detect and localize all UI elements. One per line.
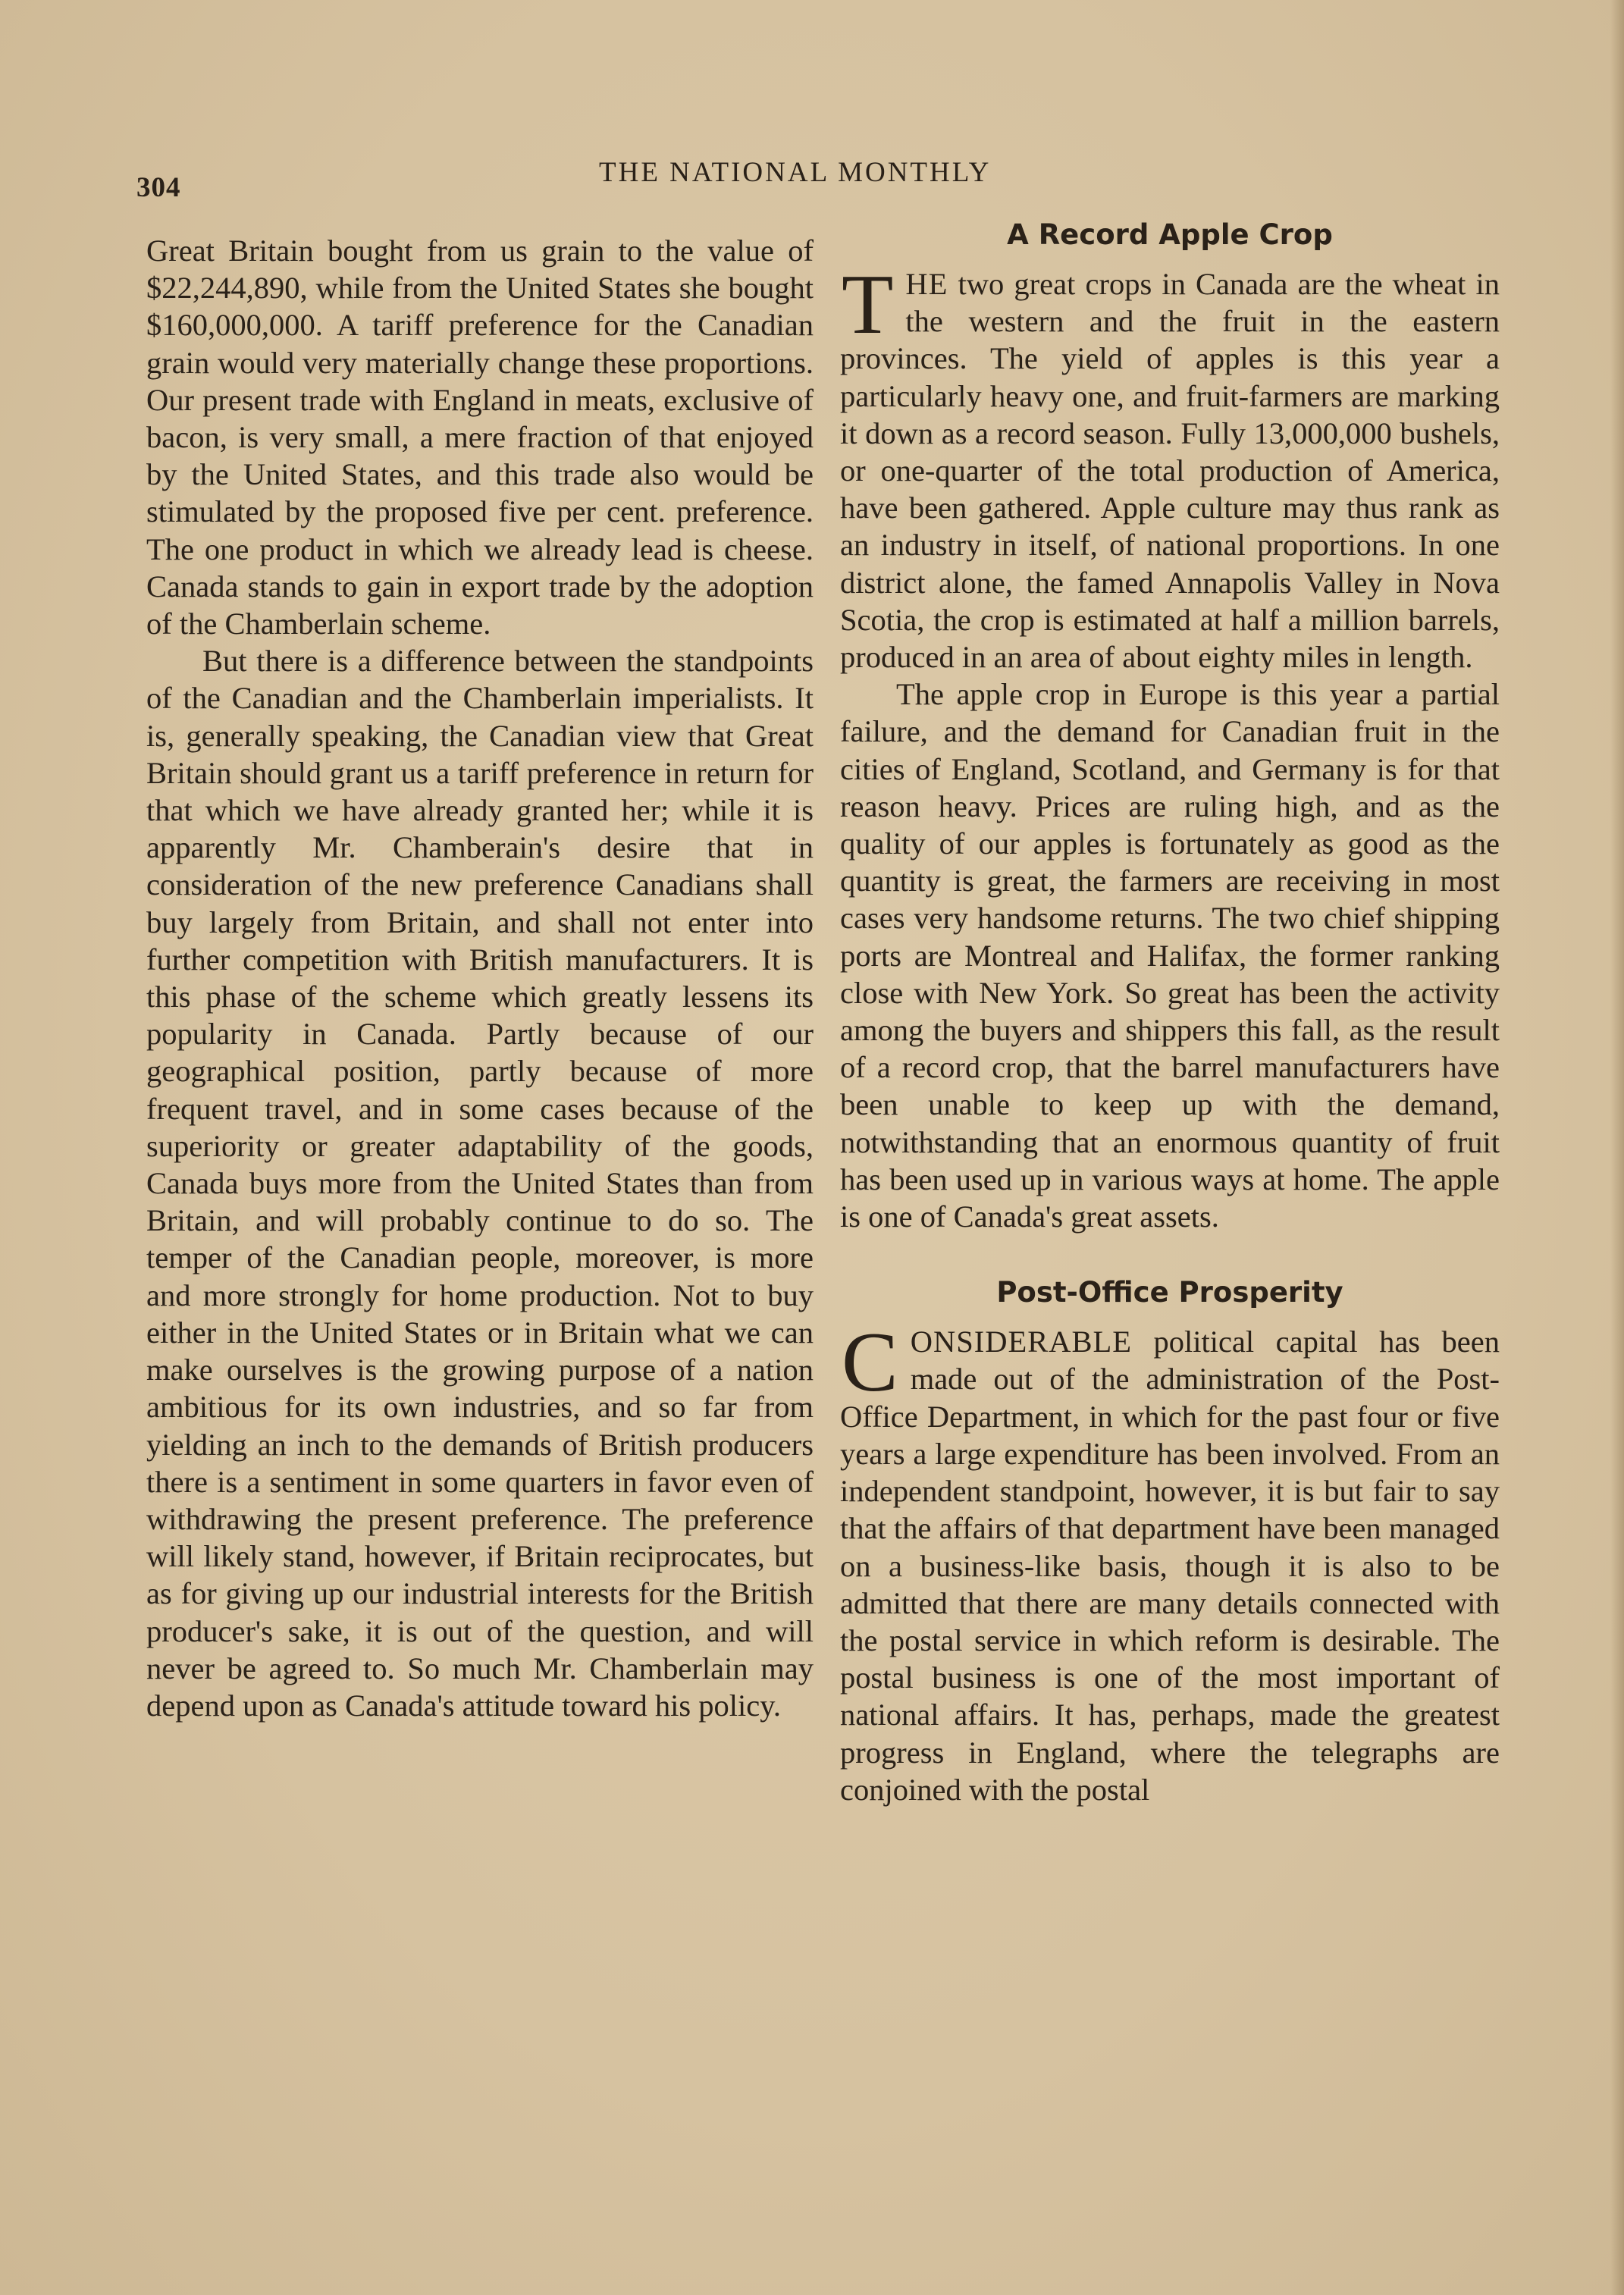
post-office-paragraph-1-text: political capital has been made out of the administration of the Post-Office Department, in which for the past four or five years a large expenditure has been involved. From an independent standpoint, however, it is but fair to say that the affairs of that department have been managed on a business-like basis, though it is also to be admitted that there are many details connected with the postal service in which reform is desirable. The postal business is one of the most important of national affairs. It has, perhaps, made the greatest progress in England, where the telegraphs are conjoined with the postal: [840, 1325, 1500, 1807]
left-paragraph-1: Great Britain bought from us grain to the value of $22,244,890, while from the United States she bought $160,000,000. A tariff preference for the Canadian grain would very materially change these proportions. Our present trade with England in meats, exclusive of bacon, is very small, a mere fraction of that enjoyed by the United States, and this trade also would be stimulated by the proposed five per cent. preference. The one product in which we already lead is cheese. Canada stands to gain in export trade by the adoption of the Chamberlain scheme.: [146, 234, 814, 641]
post-office-paragraph-1: [840, 1315, 1500, 1808]
left-paragraph-2: But there is a difference between the standpoints of the Canadian and the Chamberlain imperialists. It is, generally speaking, the Canadian view that Great Britain should grant us a tariff preference in return for that which we have already granted her; while it is apparently Mr. Chamberain's desire that in consideration of the new preference Canadians shall buy largely from Britain, and shall not enter into further competition with British manufacturers. It is this phase of the scheme which greatly lessens its popularity in Canada. Partly because of our geographical position, partly because of more frequent travel, and in some cases because of the superiority or greater adaptability of the goods, Canada buys more from the United States than from Britain, and will probably continue to do so. The temper of the Canadian people, moreover, is more and more strongly for home production. Not to buy either in the United States or in Britain what we can make ourselves is the growing purpose of a nation ambitious for its own industries, and so far from yielding an inch to the demands of British producers there is a sentiment in some quarters in favor even of withdrawing the present preference. The preference will likely stand, however, if Britain reciprocates, but as for giving up our industrial interests for the British producer's sake, it is out of the question, and will never be agreed to. So much Mr. Chamberlain may depend upon as Canada's attitude toward his policy.: [146, 644, 814, 1723]
lead-caps: ONSIDERABLE: [910, 1325, 1132, 1359]
left-column: [146, 232, 814, 1724]
article-title-apple-crop: A Record Apple Crop: [1007, 218, 1333, 251]
apple-paragraph-2: The apple crop in Europe is this year a partial failure, and the demand for Canadian fruit in the cities of England, Scotland, and Germany is for that reason heavy. Prices are ruling high, and as the quality of our apples is fortunately as good as the quantity is great, the farmers are receiving in most cases very handsome returns. The two chief shipping ports are Montreal and Halifax, the former ranking close with New York. So great has been the activity among the buyers and shippers this fall, as the result of a record crop, that the barrel manufacturers have been unable to keep up with the demand, notwithstanding that an enormous quantity of fruit has been used up in various ways at home. The apple is one of Canada's great assets.: [840, 677, 1500, 1234]
apple-paragraph-1: [840, 258, 1500, 676]
lead-caps: HE: [905, 267, 948, 301]
apple-paragraph-1-text: two great crops in Canada are the wheat in the western and the fruit in the eastern provinces. The yield of apples is this year a particularly heavy one, and fruit-farmers are marking it down as a record season. Fully 13,000,000 bushels, or one-quarter of the total production of America, have been gathered. Apple culture may thus rank as an industry in itself, of national proportions. In one district alone, the famed Annapolis Valley in Nova Scotia, the crop is estimated at half a million barrels, produced in an area of about eighty miles in length.: [840, 267, 1500, 675]
article-title-post-office: Post-Office Prosperity: [996, 1276, 1343, 1309]
dropcap-t: T: [842, 258, 894, 352]
running-head: THE NATIONAL MONTHLY: [599, 157, 992, 188]
page-number: 304: [136, 172, 181, 203]
page-edge-shadow: [1610, 0, 1624, 2295]
dropcap-c: C: [842, 1315, 898, 1410]
right-column: [840, 215, 1500, 1808]
page-header: [136, 149, 1516, 203]
